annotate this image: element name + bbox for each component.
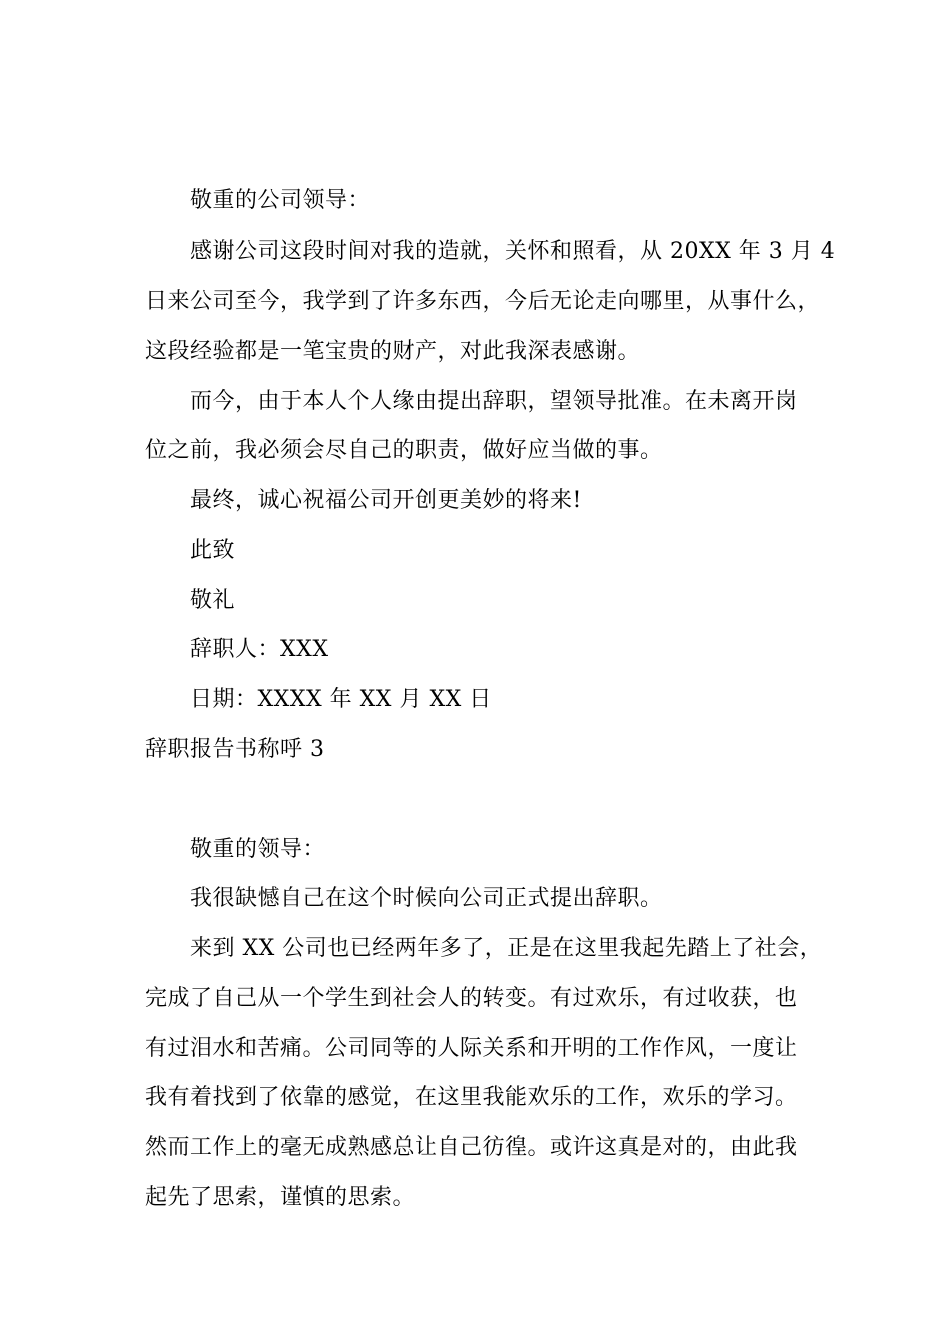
letter1-date: 日期：XXXX 年 XX 月 XX 日 — [190, 687, 492, 712]
letter2-para2-line4: 我有着找到了依靠的感觉，在这里我能欢乐的工作，欢乐的学习。 — [145, 1085, 798, 1110]
letter1-signer: 辞职人：XXX — [190, 637, 329, 662]
letter2-para1: 我很缺憾自己在这个时候向公司正式提出辞职。 — [190, 886, 663, 911]
letter1-para1-line1: 感谢公司这段时间对我的造就，关怀和照看，从 20XX 年 3 月 4 — [190, 239, 836, 264]
letter1-closing2: 敬礼 — [190, 588, 236, 613]
letter1-para2-line2: 位之前，我必须会尽自己的职责，做好应当做的事。 — [145, 438, 663, 463]
letter2-para2-line5: 然而工作上的毫无成熟感总让自己彷徨。或许这真是对的，由此我 — [145, 1135, 798, 1160]
letter1-para1-line2: 日来公司至今，我学到了许多东西，今后无论走向哪里，从事什么， — [145, 289, 821, 314]
letter1-para2-line1: 而今，由于本人个人缘由提出辞职，望领导批准。在未离开岗 — [190, 389, 798, 414]
letter2-para2-line1: 来到 XX 公司也已经两年多了，正是在这里我起先踏上了社会， — [190, 936, 823, 961]
section-title: 辞职报告书称呼 3 — [145, 737, 325, 762]
letter1-para3: 最终，诚心祝福公司开创更美妙的将来! — [190, 488, 582, 513]
letter1-salutation: 敬重的公司领导： — [190, 188, 371, 213]
letter1-closing1: 此致 — [190, 538, 236, 563]
letter2-salutation: 敬重的领导： — [190, 837, 326, 862]
letter2-para2-line2: 完成了自己从一个学生到社会人的转变。有过欢乐，有过收获，也 — [145, 986, 798, 1011]
letter2-para2-line6: 起先了思索，谨慎的思索。 — [145, 1185, 416, 1210]
letter2-para2-line3: 有过泪水和苦痛。公司同等的人际关系和开明的工作作风，一度让 — [145, 1036, 798, 1061]
letter1-para1-line3: 这段经验都是一笔宝贵的财产，对此我深表感谢。 — [145, 339, 641, 364]
